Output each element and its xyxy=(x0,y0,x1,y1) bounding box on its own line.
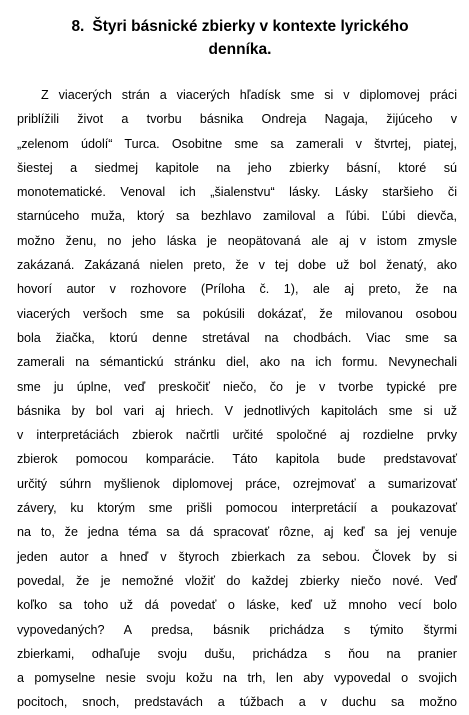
paragraph-line: jeden autor a hneď v štyroch zbierkach za sebou. Človek by si xyxy=(17,549,457,564)
paragraph-line: na to, že jedna téma sa dá spracovať rôzne, aj keď sa jej venuje xyxy=(17,525,457,540)
body-paragraph xyxy=(17,83,457,715)
paragraph-line: starnúceho muža, ktorý sa bezhlavo zamiloval a ľúbi. Ľúbi dievča, xyxy=(17,209,457,224)
chapter-heading xyxy=(40,15,440,61)
chapter-title-line-2: denníka. xyxy=(208,41,272,58)
paragraph-line: koľko sa toho už dá povedať o láske, keď už mnoho vecí bolo xyxy=(17,598,457,613)
paragraph-line: zamerali na sémantickú stránku diel, ako na ich formu. Nevynechali xyxy=(17,355,457,370)
paragraph-line: viacerých veršoch sme sa pokúsili dokázať, že milovanou osobou xyxy=(17,306,457,321)
paragraph-line: závery, ku ktorým sme prišli pomocou interpretácií a poukazovať xyxy=(17,501,457,516)
paragraph-line: pocitoch, snoch, predstavách a túžbach a v duchu sa možno xyxy=(17,695,457,710)
paragraph-line: a pomyselne nesie svoju kožu na trh, len aby vypovedal o svojich xyxy=(17,671,457,686)
paragraph-line: šiestej a siedmej kapitole na jeho zbierky básní, ktoré sú xyxy=(17,160,457,175)
paragraph-line: v interpretáciách zbierok načrtli určité spoločné aj rozdielne prvky xyxy=(17,428,457,443)
paragraph-line: Z viacerých strán a viacerých hľadísk sme si v diplomovej práci xyxy=(41,88,457,102)
paragraph-line: vypovedaných? A predsa, básnik prichádza s týmito štyrmi xyxy=(17,622,457,637)
paragraph-line: monotematické. Venoval ich „šialenstvu“ lásky. Lásky staršieho či xyxy=(17,185,457,200)
paragraph-line: možno ženu, no jeho láska je neopätovaná ale aj v istom zmysle xyxy=(17,233,457,248)
paragraph-line: povedal, že je nemožné vložiť do každej zbierky niečo nové. Veď xyxy=(17,573,457,588)
paragraph-line: zbierok pomocou komparácie. Táto kapitola bude predstavovať xyxy=(17,452,457,467)
paragraph-line: básnika by bol vari aj hriech. V jednotlivých kapitolách sme si už xyxy=(17,403,457,418)
paragraph-line: „zelenom údolí“ Turca. Osobitne sme sa zamerali v štvrtej, piatej, xyxy=(17,136,457,151)
paragraph-line: bola žiačka, ktorú denne stretával na chodbách. Viac sme sa xyxy=(17,330,457,345)
paragraph-line: určitý súhrn myšlienok diplomovej práce, ozrejmovať a sumarizovať xyxy=(17,476,457,491)
chapter-number: 8. xyxy=(71,18,85,35)
paragraph-line: priblížili život a tvorbu básnika Ondreja Nagaja, žijúceho v xyxy=(17,112,457,127)
paragraph-line: zakázaná. Zakázaná nielen preto, že v tej dobe už bol ženatý, ako xyxy=(17,258,457,273)
paragraph-line: zbierkami, odhaľuje svoju dušu, prichádza s ňou na pranier xyxy=(17,646,457,661)
chapter-title-line-1: Štyri básnické zbierky v kontexte lyrického xyxy=(92,18,409,35)
paragraph-line: hovorí autor v rozhovore (Príloha č. 1), ale aj preto, že na xyxy=(17,282,457,297)
paragraph-line: sme ju úplne, veď preskočiť niečo, čo je v tvorbe typické pre xyxy=(17,379,457,394)
